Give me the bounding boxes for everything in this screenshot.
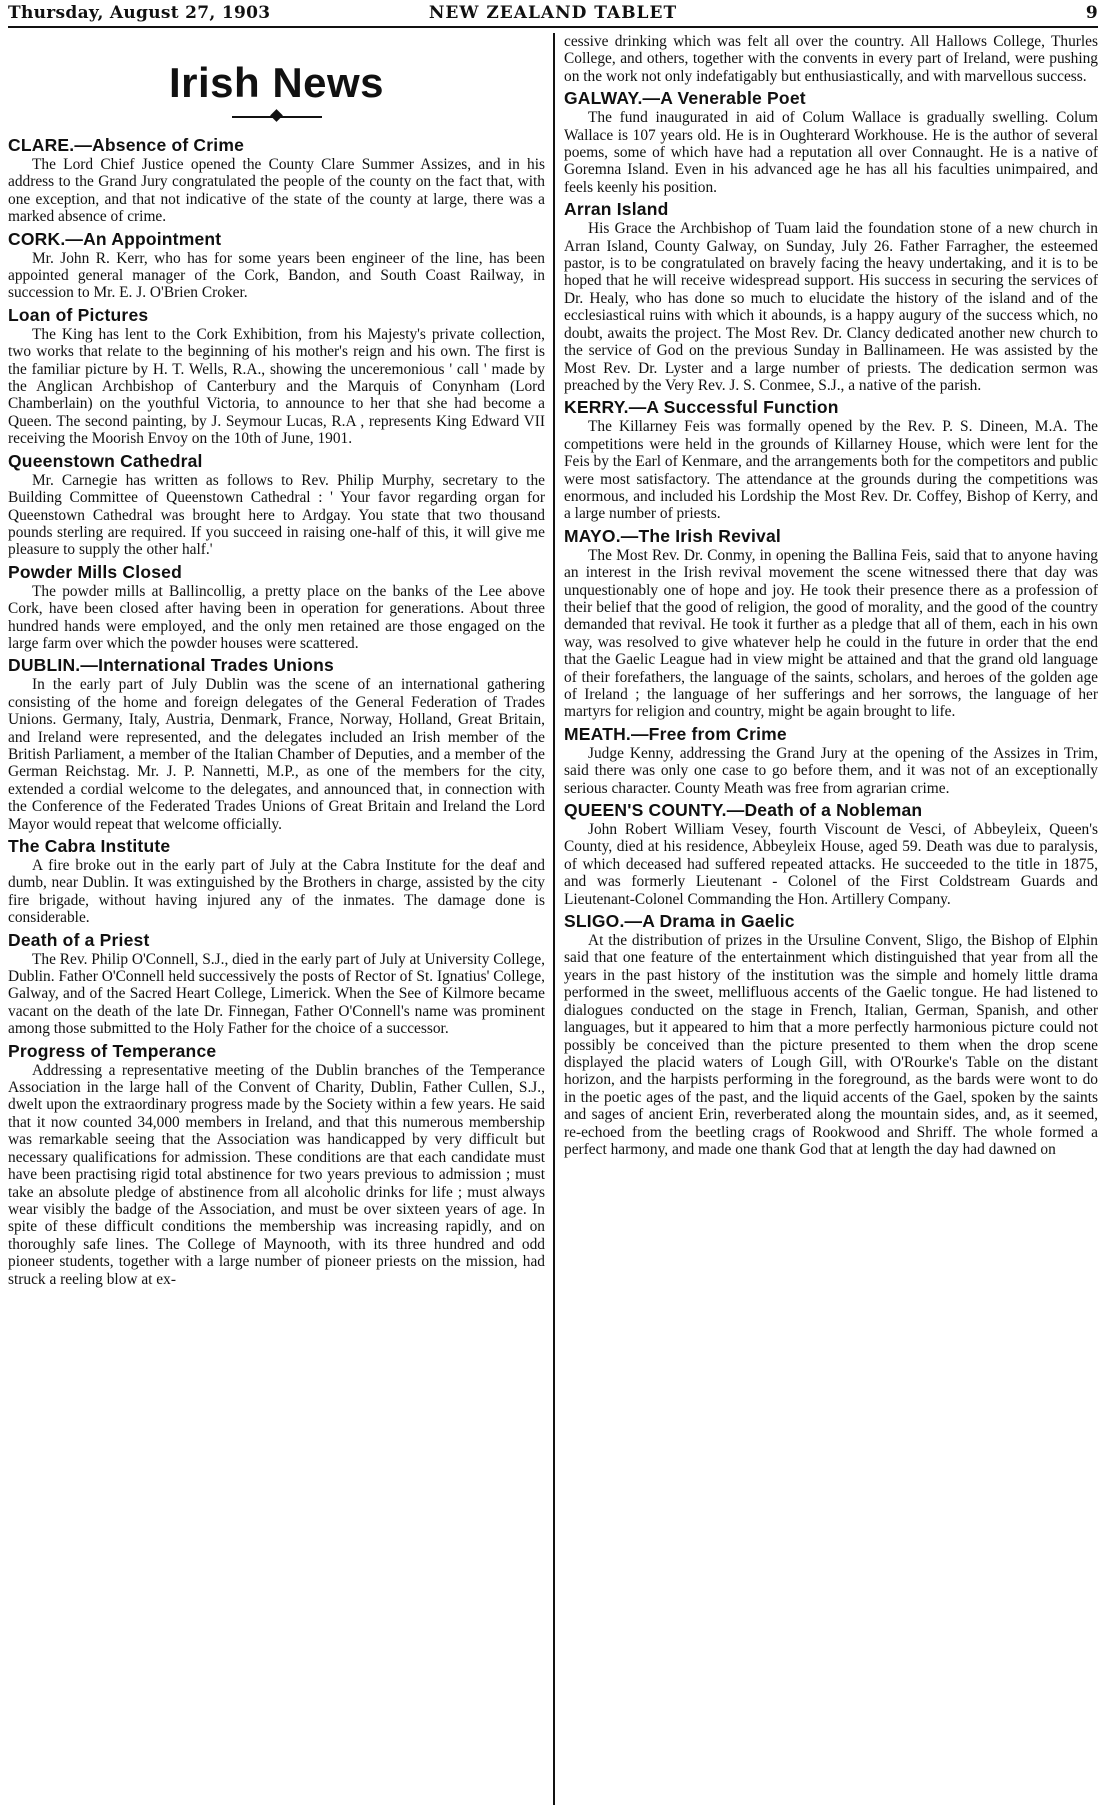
columns [8, 33, 1098, 1805]
article-body: In the early part of July Dublin was the scene of an international gathering consisting of the home and foreign delegates of the General Federation of Trades Unions. Germany, Italy, Austria, Denmark, France, Norway, Holland, Great Britain, and Ireland were represented, and the delegates included an Irish member of the British Parliament, a member of the Italian Chamber of Deputies, and a member of the German Reichstag. Mr. J. P. Nannetti, M.P., as one of the members for the city, extended a cordial welcome to the delegates, and announced that, in connection with the Conference of the Federated Trades Unions of Great Britain and Ireland the Lord Mayor would repeat that welcome officially. [8, 676, 545, 833]
news-article [8, 1041, 545, 1288]
news-article [564, 526, 1098, 721]
news-article [564, 199, 1098, 394]
newspaper-name: NEW ZEALAND TABLET [428, 3, 678, 23]
news-article [8, 655, 545, 833]
article-body: A fire broke out in the early part of July at the Cabra Institute for the deaf and dumb, near Dublin. It was extinguished by the Brothers in charge, assisted by the city fire brigade, without having injured any of the inmates. The damage done is considerable. [8, 857, 545, 927]
article-heading: Powder Mills Closed [8, 561, 182, 582]
news-article [564, 88, 1098, 196]
news-article [564, 33, 1098, 85]
page-number: 9 [1085, 3, 1098, 23]
article-body: The Killarney Feis was formally opened by the Rev. P. S. Dineen, M.A. The competitions were held in the grounds of Killarney House, which were lent for the Feis by the Earl of Kenmare, and the arrangements both for the competitors and public were most satisfactory. The attendance at the grounds during the competitions was enormous, and included his Lordship the Most Rev. Dr. Coffey, Bishop of Kerry, and a large number of priests. [564, 418, 1098, 523]
news-article [8, 451, 545, 559]
running-head [8, 0, 1098, 28]
left-column [8, 33, 553, 1805]
news-article [8, 930, 545, 1038]
article-body: The Rev. Philip O'Connell, S.J., died in the early part of July at University College, Dublin. Father O'Connell held successively the posts of Rector of St. Ignatius' College, Galway, and of the Sacred Heart College, Limerick. When the See of Kilmore became vacant on the death of the late Dr. Finnegan, Father O'Connell's name was prominent among those submitted to the Holy Father for the choice of a successor. [8, 950, 546, 1038]
article-body: The Lord Chief Justice opened the County Clare Summer Assizes, and in his address to the Grand Jury congratulated the people of the county on the fact that, with one exception, and that not indicative of the state of the county at large, there was a marked absence of crime. [8, 156, 545, 226]
article-heading: QUEEN'S COUNTY.—Death of a Nobleman [564, 800, 923, 821]
article-body: John Robert William Vesey, fourth Viscount de Vesci, of Abbeyleix, Queen's County, died at his residence, Abbeyleix House, aged 59. Death was due to paralysis, of which deceased had suffered repeated attacks. He succeeded to the title in 1875, and was formerly Lieutenant - Colonel of the First Coldstream Guards and Lieutenant-Colonel Commanding the Hon. Artillery Company. [564, 821, 1098, 908]
article-body: Addressing a representative meeting of the Dublin branches of the Temperance Association in the large hall of the Convent of Charity, Dublin, Father Cullen, S.J., dwelt upon the extraordinary progress made by the Society within a few years. He said that it now counted 34,000 members in Ireland, and that this numerous membership was remarkable seeing that the Association was handicapped by very difficult but necessary qualifications for admission. These conditions are that each candidate must have been practising rigid total abstinence for two years previous to admission ; must take an absolute pledge of abstinence from all alcoholic drinks for life ; must always wear visibly the badge of the Association, and must be over sixteen years of age. In spite of these difficult conditions the membership was increasing rapidly, and on thoroughly safe lines. The College of Maynooth, with its three hundred and odd pioneer students, together with a large number of pioneer priests on the mission, had struck a reeling blow at ex- [8, 1061, 545, 1288]
article-body: The Most Rev. Dr. Conmy, in opening the Ballina Feis, said that to anyone having an interest in the Irish revival movement the scene witnessed there that day was unquestionably one of hope and joy. He took their presence there as a profession of their belief that the good of religion, the good of morality, and the good of the country demanded that revival. He took it further as a pledge that all of them, each in his own way, was resolved to give whatever help he could in the future in order that the end that the Gaelic League had in view might be attained and that the grand old language of their forefathers, the language of the saints, scholars, and heroes of the golden age of Ireland ; the language of her sufferings and her sorrows, the language of her martyrs for religion and country, might be again brought to life. [564, 546, 1098, 721]
news-article [8, 562, 545, 653]
article-heading: Death of a Priest [8, 929, 150, 950]
article-heading: DUBLIN.—International Trades Unions [8, 655, 334, 676]
article-heading: GALWAY.—A Venerable Poet [564, 88, 806, 109]
article-heading: SLIGO.—A Drama in Gaelic [564, 911, 795, 932]
right-column [553, 33, 1098, 1805]
section-masthead: Irish News [168, 59, 385, 106]
article-heading: Queenstown Cathedral [8, 450, 203, 471]
article-heading: MEATH.—Free from Crime [564, 723, 787, 744]
article-heading: The Cabra Institute [8, 836, 171, 856]
article-body: cessive drinking which was felt all over the country. All Hallows College, Thurles College, and others, together with the convents in every part of Ireland, were pushing on the work not only indefatigably but enthusiastically, and with marvellous success. [564, 33, 1098, 85]
article-body: The fund inaugurated in aid of Colum Wallace is gradually swelling. Colum Wallace is 107 years old. He is in Oughterard Workhouse. He is the author of several poems, some of which have had a reputation all over Connaught. He is a native of Goremna Island. Even in his advanced age he has all his faculties unimpaired, and feels keenly his position. [564, 109, 1098, 196]
news-article [564, 911, 1098, 1158]
article-heading: Arran Island [564, 199, 669, 220]
article-body: Judge Kenny, addressing the Grand Jury at the opening of the Assizes in Trim, said there was only one case to go before them, and it was not of an exceptionally serious character. County Meath was free from agrarian crime. [564, 744, 1098, 797]
article-heading: Progress of Temperance [8, 1040, 217, 1061]
article-heading: CORK.—An Appointment [8, 228, 222, 249]
news-article [564, 800, 1098, 908]
article-heading: KERRY.—A Successful Function [564, 397, 839, 418]
article-body: The powder mills at Ballincollig, a pretty place on the banks of the Lee above Cork, have been closed after having been in operation for generations. About three hundred hands were employed, and the only men retained are those engaged on the large farm over which the powder houses were scattered. [8, 582, 545, 652]
article-body: Mr. Carnegie has written as follows to Rev. Philip Murphy, secretary to the Building Committee of Queenstown Cathedral : ' Your favor regarding organ for Queenstown Cathedral was brought here to Ardgay. You state that two thousand pounds sterling are required. If you succeed in raising one-half of this, it will give me pleasure to supply the other half.' [8, 471, 545, 559]
article-heading: CLARE.—Absence of Crime [8, 135, 245, 155]
issue-date: Thursday, August 27, 1903 [8, 3, 271, 23]
article-heading: MAYO.—The Irish Revival [564, 525, 781, 546]
news-article [8, 229, 545, 302]
news-article [564, 724, 1098, 797]
article-body: His Grace the Archbishop of Tuam laid the foundation stone of a new church in Arran Island, County Galway, on Sunday, July 26. Father Farragher, the esteemed pastor, is to be congratulated on bravely facing the heavy undertaking, and it is to be hoped that he will receive widespread support. His success in securing the services of Dr. Healy, who has done so much to elucidate the history of the island and of the ecclesiastical ruins with which it abounds, is a happy augury of the success which, no doubt, awaits the project. The Most Rev. Dr. Clancy dedicated another new church to the service of God on the previous Sunday in Ballinameen. He was assisted by the Most Rev. Dr. Lyster and a large number of priests. The dedication sermon was preached by the Very Rev. J. S. Conmee, S.J., a native of the parish. [564, 220, 1098, 394]
masthead-ornament [232, 111, 322, 123]
news-article [564, 397, 1098, 522]
news-article [8, 836, 545, 927]
article-body: Mr. John R. Kerr, who has for some years been engineer of the line, has been appointed general manager of the Cork, Bandon, and South Coast Railway, in succession to Mr. E. J. O'Brien Croker. [8, 249, 545, 302]
news-article [8, 305, 545, 448]
news-article [8, 135, 545, 226]
article-body: The King has lent to the Cork Exhibition, from his Majesty's private collection, two works that relate to the beginning of his mother's reign and his own. The first is the familiar picture by H. T. Wells, R.A., showing the unceremonious ' call ' made by the Anglican Archbishop of Canterbury and the Marquis of Conynham (Lord Chamberlain) on the youthful Victoria, to announce to her that she had become a Queen. The second painting, by J. Seymour Lucas, R.A , represents King Edward VII receiving the Moorish Envoy on the 10th of June, 1901. [8, 325, 545, 448]
article-body: At the distribution of prizes in the Ursuline Convent, Sligo, the Bishop of Elphin said that one feature of the entertainment which distinguished that year from all the years in the past history of the institution was the simple and homely little drama performed in the sweet, mellifluous accents of the Gaelic tongue. He had listened to dialogues conducted on the stage in French, Italian, German, Spanish, and other languages, but it appeared to him that a more perfectly harmonious picture could not possibly be conceived than the picture presented to them when the drop scene displayed the placid waters of Lough Gill, with O'Rourke's Table on the distant horizon, and the harpists performing in the foreground, as the bards were wont to do in the poetic ages of the past, and the liquid accents of the Gael, spoken by the saints and sages of ancient Erin, reverberated along the mountain sides, and, as it seemed, re-echoed from the beetling crags of Rookwood and Shriff. The whole formed a perfect harmony, and made one thank God that at length the day had dawned on [564, 932, 1098, 1158]
article-heading: Loan of Pictures [8, 304, 149, 325]
ornament-diamond [270, 109, 283, 122]
